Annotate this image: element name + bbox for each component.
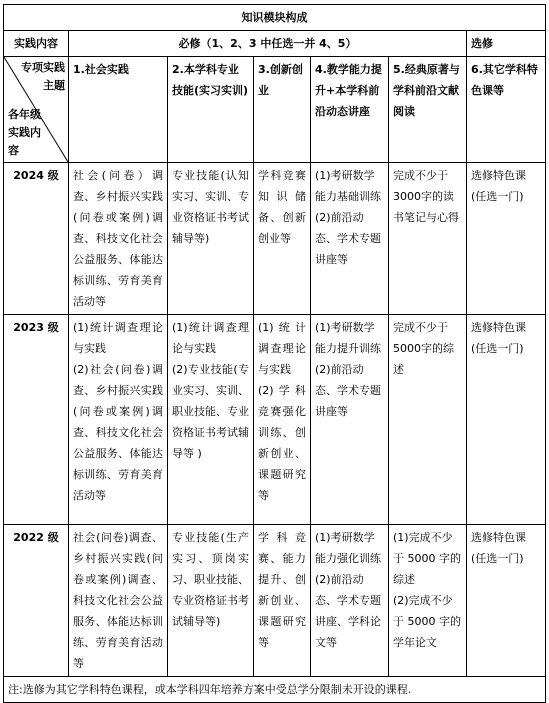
module-header-5: 5.经典原著与学科前沿文献阅读 [389, 57, 467, 163]
module-header-6: 6.其它学科特色课等 [467, 57, 546, 163]
table-row [4, 525, 546, 677]
cell-reading: 完成不少于5000字的综述 [389, 315, 467, 525]
cell-teaching-ability: (1)考研数学能力强化训练 (2)前沿动态、学术专题讲座、学科论文等 [311, 525, 389, 677]
header-required: 必修（1、2、3 中任选一并 4、5） [69, 31, 467, 57]
cell-reading: 完成不少于3000字的读书笔记与心得 [389, 163, 467, 315]
year-label: 2023 级 [4, 315, 69, 525]
module-header-1: 1.社会实践 [69, 57, 168, 163]
year-label: 2024 级 [4, 163, 69, 315]
cell-innovation: (1)统计调查理论与实践 (2)学科竞赛强化训练、创新创业、课题研究等 [254, 315, 311, 525]
table-row [4, 315, 546, 525]
curriculum-table [3, 4, 546, 703]
cell-innovation: 学科竞赛知识储备、创新创业等 [254, 163, 311, 315]
table-row [4, 163, 546, 315]
cell-professional-skills: (1)统计调查理论与实践 (2)专业技能(专业实习、实训、职业技能、专业资格证书考试辅导等 ) [168, 315, 254, 525]
cell-elective: 选修特色课(任选一门) [467, 163, 546, 315]
diag-bottom-label: 各年级实践内容 [8, 108, 41, 157]
cell-teaching-ability: (1)考研数学能力基础训练 (2)前沿动态、学术专题讲座等 [311, 163, 389, 315]
cell-reading: (1)完成不少于 5000 字的综述 (2)完成不少于 5000 字的学年论文 [389, 525, 467, 677]
module-header-3: 3.创新创业 [254, 57, 311, 163]
title-row [4, 5, 546, 31]
cell-elective: 选修特色课(任选一门) [467, 525, 546, 677]
module-header-row [4, 57, 546, 163]
cell-teaching-ability: (1)考研数学能力提升训练 (2)前沿动态、学术专题讲座等 [311, 315, 389, 525]
table-note: 注:选修为其它学科特色课程，或本学科四年培养方案中受总学分限制未开设的课程. [4, 677, 546, 703]
section-header-row [4, 31, 546, 57]
cell-professional-skills: 专业技能(生产实习、顶岗实习、职业技能、专业资格证书考试辅导等) [168, 525, 254, 677]
diag-top-label: 专项实践主题 [21, 61, 65, 92]
header-practice-content: 实践内容 [4, 31, 69, 57]
note-row [4, 677, 546, 703]
cell-social-practice: 社会(问卷）调查、乡村振兴实践(问卷或案例)调查、科技文化社会公益服务、体能达标训练、劳育美育活动等 [69, 163, 168, 315]
cell-elective: 选修特色课(任选一门) [467, 315, 546, 525]
year-label: 2022 级 [4, 525, 69, 677]
header-elective: 选修 [467, 31, 546, 57]
cell-professional-skills: 专业技能(认知实习、实训、专业资格证书考试辅导等) [168, 163, 254, 315]
cell-social-practice: 社会(问卷)调查、乡村振兴实践(问卷或案例)调查、科技文化社会公益服务、体能达标训练、劳育美育活动等 [69, 525, 168, 677]
table-title: 知识模块构成 [4, 5, 546, 31]
diagonal-header-cell [4, 57, 69, 163]
cell-social-practice: (1)统计调查理论与实践 (2)社会(问卷)调查、乡村振兴实践(问卷或案例)调查、科技文化社会公益服务、体能达标训练、劳育美育活动等 [69, 315, 168, 525]
module-header-2: 2.本学科专业技能(实习实训) [168, 57, 254, 163]
module-header-4: 4.教学能力提升+本学科前沿动态讲座 [311, 57, 389, 163]
cell-innovation: 学科竞赛、能力提升、创新创业、课题研究等 [254, 525, 311, 677]
